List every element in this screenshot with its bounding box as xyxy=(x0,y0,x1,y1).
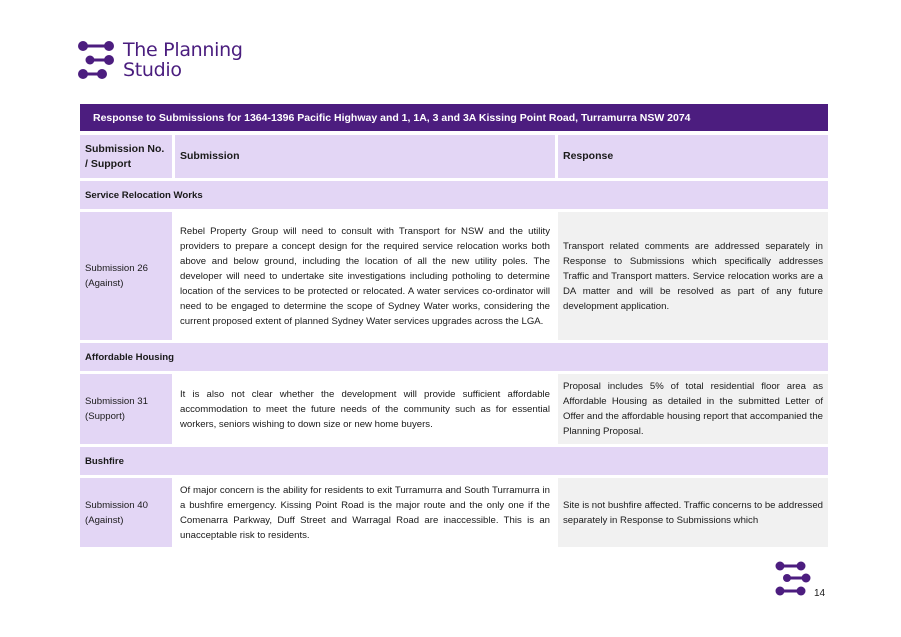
section-title: Service Relocation Works xyxy=(80,181,828,209)
submission-no-cell: Submission 40 (Against) xyxy=(80,478,172,547)
table-header-row xyxy=(80,135,828,178)
table-row xyxy=(80,478,828,547)
section-row xyxy=(80,447,828,475)
brand-name-line1: The Planning xyxy=(123,39,243,61)
submission-no-cell: Submission 26 (Against) xyxy=(80,212,172,340)
submission-cell: Rebel Property Group will need to consult with Transport for NSW and the utility providers to prepare a concept design for the required service relocation works both above and below ground, including the location of all the new utility poles. The developer will need to undertake site investigations including potholing to determine location of the services to be protected or relocated. A water services co-ordinator will need to be engaged to determine the scope of Sydney Water works, considering the current proposed extent of planned Sydney Water services upgrades across the LGA. xyxy=(175,212,555,340)
header-response: Response xyxy=(558,135,828,178)
submissions-table xyxy=(80,104,828,547)
page-number: 14 xyxy=(814,588,826,599)
response-cell: Site is not bushfire affected. Traffic concerns to be addressed separately in Response to Submissions which xyxy=(558,478,828,547)
brand-name xyxy=(123,40,243,80)
section-title: Bushfire xyxy=(80,447,828,475)
header-submission: Submission xyxy=(175,135,555,178)
section-row xyxy=(80,343,828,371)
table-row xyxy=(80,374,828,444)
planning-studio-icon xyxy=(77,40,115,80)
response-cell: Transport related comments are addressed separately in Response to Submissions which specifically addresses Traffic and Transport matters. Service relocation works are a DA matter and will be resolved as part of any future development application. xyxy=(558,212,828,340)
table-title: Response to Submissions for 1364-1396 Pacific Highway and 1, 1A, 3 and 3A Kissing Point Road, Turramurra NSW 2074 xyxy=(80,104,828,131)
brand-logo xyxy=(77,40,243,80)
table-row xyxy=(80,212,828,340)
submission-no-cell: Submission 31 (Support) xyxy=(80,374,172,444)
submission-cell: It is also not clear whether the development will provide sufficient affordable accommodation to meet the future needs of the community such as for essential workers, seniors wishing to down size or new home buyers. xyxy=(175,374,555,444)
submission-cell: Of major concern is the ability for residents to exit Turramurra and South Turramurra in a bushfire emergency. Kissing Point Road is the major route and the only one if the Comenarra Parkway, Duff Street and Warragal Road are inaccessible. This is an unacceptable risk to residents. xyxy=(175,478,555,547)
footer-logo-icon xyxy=(773,560,813,603)
section-row xyxy=(80,181,828,209)
section-title: Affordable Housing xyxy=(80,343,828,371)
header-submission-no: Submission No. / Support xyxy=(80,135,172,178)
response-cell: Proposal includes 5% of total residential floor area as Affordable Housing as detailed in the submitted Letter of Offer and the affordable housing report that accompanied the Planning Proposal. xyxy=(558,374,828,444)
brand-name-line2: Studio xyxy=(123,59,182,81)
